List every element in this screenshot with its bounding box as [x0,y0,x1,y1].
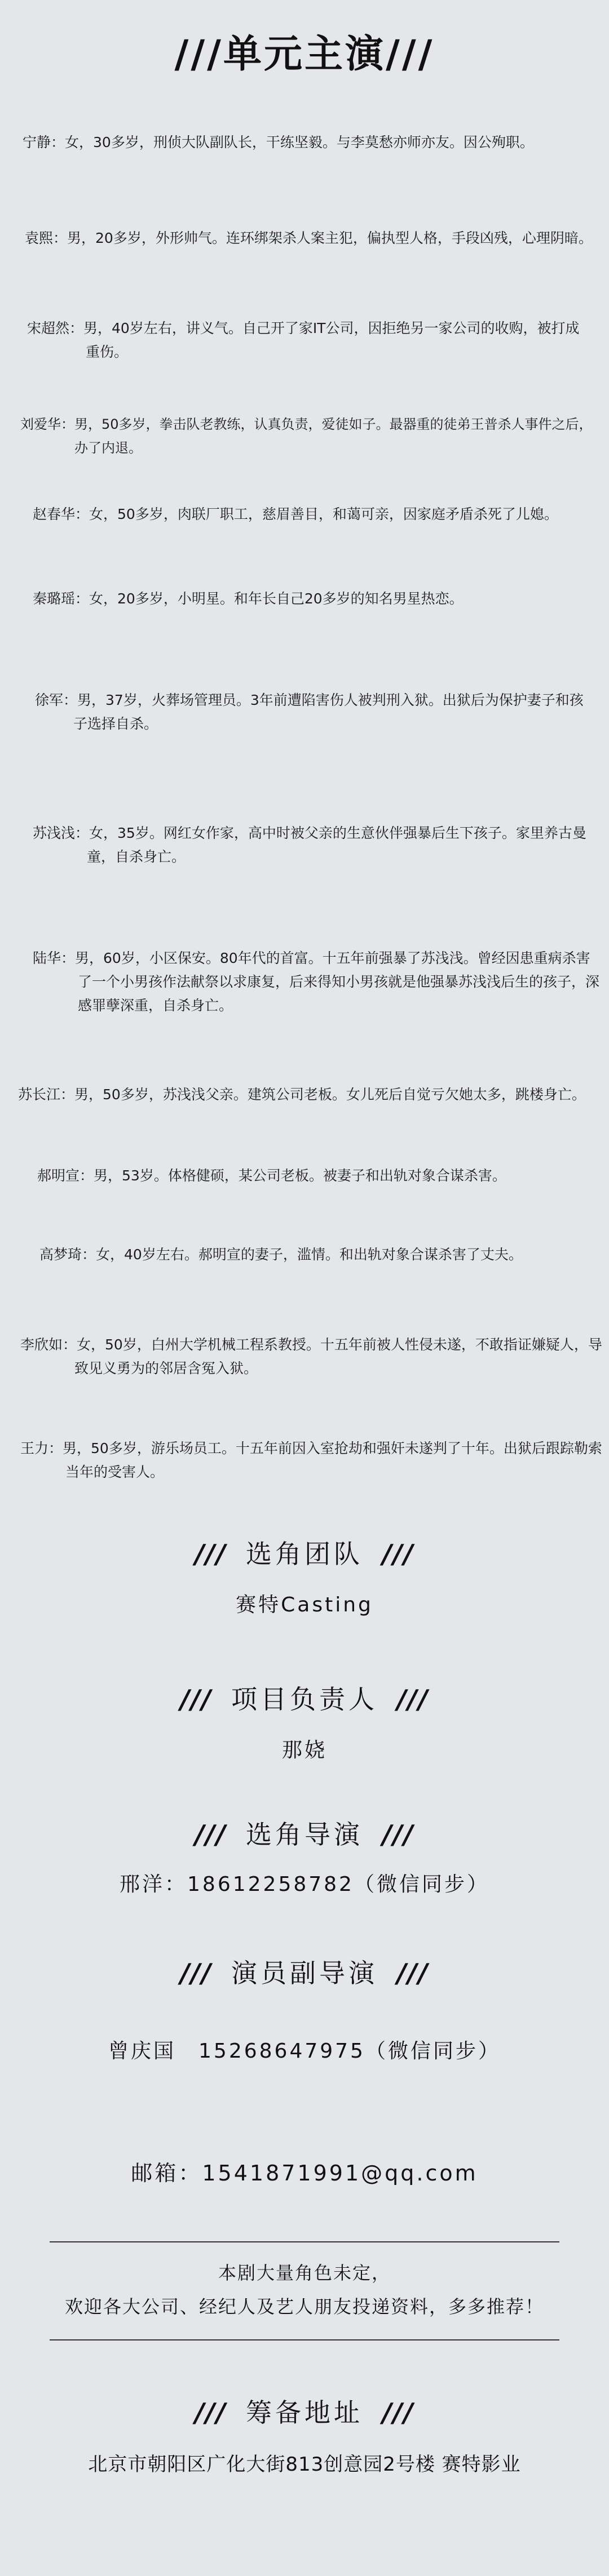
role-name: 李欣如： [20,1336,77,1353]
role-desc: 女，50多岁，肉联厂职工，慈眉善目，和蔼可亲，因家庭矛盾杀死了儿媳。 [89,506,558,522]
slashes-decoration: /// [397,1958,429,1988]
role-name: 郝明宣： [37,1167,94,1184]
role-name: 宁静： [23,134,65,150]
casting-director-contact: 邢洋：18612258782（微信同步） [120,1873,489,1896]
slashes-decoration: /// [397,1684,429,1715]
role-name: 刘爱华： [20,416,74,432]
role-name: 王力： [20,1440,63,1456]
role-desc: 女，30多岁，刑侦大队副队长，干练坚毅。与李莫愁亦师亦友。因公殉职。 [65,134,534,150]
role-desc: 男，50多岁，苏浅浅父亲。建筑公司老板。女儿死后自觉亏欠她太多，跳楼身亡。 [74,1086,586,1103]
role-name: 徐军： [35,692,78,708]
role-name: 高梦琦： [39,1246,96,1263]
role-entry [23,131,586,154]
section-title-address [0,2392,609,2430]
section-label: 演员副导演 [231,1958,378,1988]
slashes-decoration: /// [180,1684,212,1715]
role-name: 秦璐瑶： [33,590,90,607]
role-desc: 男，50多岁，拳击队老教练，认真负责，爱徒如子。最器重的徒弟王普杀人事件之后，办了内退。 [74,416,593,456]
role-entry [35,689,597,736]
role-desc: 男，37岁，火葬场管理员。3年前遭陷害伤人被判刑入狱。出狱后为保护妻子和孩子选择自杀。 [73,692,584,732]
notice-line-2: 欢迎各大公司、经纪人及艺人朋友投递资料，多多推荐！ [64,2296,544,2317]
role-desc: 男，40岁左右，讲义气。自己开了家IT公司，因拒绝另一家公司的收购，被打成重伤。 [83,320,580,360]
role-name: 苏长江： [18,1086,75,1103]
role-desc: 男，50多岁，游乐场员工。十五年前因入室抢劫和强奸未遂判了十年。出狱后跟踪勒索当年的受害人。 [63,1440,602,1480]
top-divider [50,2241,559,2242]
section-title-assistant-director [0,1953,609,1990]
assistant-director-contact: 曾庆国 15268647975（微信同步） [108,2040,501,2063]
slashes-decoration: /// [382,1819,414,1850]
contact-email: 邮箱：1541871991@qq.com [131,2161,478,2186]
role-desc: 女，40岁左右。郝明宣的妻子，滥情。和出轨对象合谋杀害了丈夫。 [96,1246,523,1263]
slashes-decoration: /// [195,1819,227,1850]
role-entry [37,1164,601,1188]
role-entry [27,317,591,364]
role-entry [25,226,600,250]
role-entry [33,503,602,526]
slashes-decoration: /// [195,1539,227,1569]
slashes-decoration: /// [382,1539,414,1569]
casting-team-name: 赛特Casting [236,1593,373,1616]
role-entry [20,412,604,460]
role-desc: 女，35岁。网红女作家，高中时被父亲的生意伙伴强暴后生下孩子。家里养古曼童，自杀身亡。 [87,825,586,865]
address-text: 北京市朝阳区广化大街813创意园2号楼 赛特影业 [88,2453,521,2476]
role-name: 赵春华： [33,506,90,522]
role-desc: 男，60岁，小区保安。80年代的首富。十五年前强暴了苏浅浅。曾经因患重病杀害了一个小男孩作法献祭以求康复，后来得知小男孩就是他强暴苏浅浅后生的孩子，深感罪孽深重，自杀身亡。 [75,950,600,1014]
role-desc: 女，20多岁，小明星。和年长自己20多岁的知名男星热恋。 [89,590,464,607]
section-title-project-lead [0,1679,609,1716]
section-title-casting-director [0,1814,609,1851]
section-title-casting-team [0,1534,609,1571]
slashes-decoration: /// [382,2397,414,2428]
role-entry [39,1243,603,1267]
section-label: 选角导演 [246,1819,363,1850]
role-entry [20,1437,604,1484]
section-label: 筹备地址 [246,2397,363,2428]
slashes-decoration: /// [195,2397,227,2428]
role-entry [20,1333,604,1380]
role-entry [33,587,597,611]
section-label: 选角团队 [246,1539,363,1569]
role-desc: 女，50岁，白州大学机械工程系教授。十五年前被人性侵未遂，不敢指证嫌疑人，导致见义勇为的邻居含冤入狱。 [74,1336,602,1376]
role-name: 陆华： [33,950,76,966]
slashes-decoration: /// [180,1958,212,1988]
role-entry [18,1083,604,1107]
role-name: 宋超然： [27,320,84,336]
role-entry [33,947,602,1018]
role-desc: 男，20多岁，外形帅气。连环绑架杀人案主犯，偏执型人格，手段凶残，心理阴暗。 [67,230,593,246]
role-entry [33,821,589,869]
role-name: 袁熙： [25,230,68,246]
project-lead-name: 那娆 [281,1739,327,1762]
role-desc: 男，53岁。体格健硕，某公司老板。被妻子和出轨对象合谋杀害。 [94,1167,506,1184]
role-name: 苏浅浅： [33,825,90,841]
section-label: 项目负责人 [231,1684,378,1715]
notice-line-1: 本剧大量角色未定， [218,2262,391,2284]
bottom-divider [50,2339,559,2340]
page-title: ///单元主演/// [174,32,435,77]
